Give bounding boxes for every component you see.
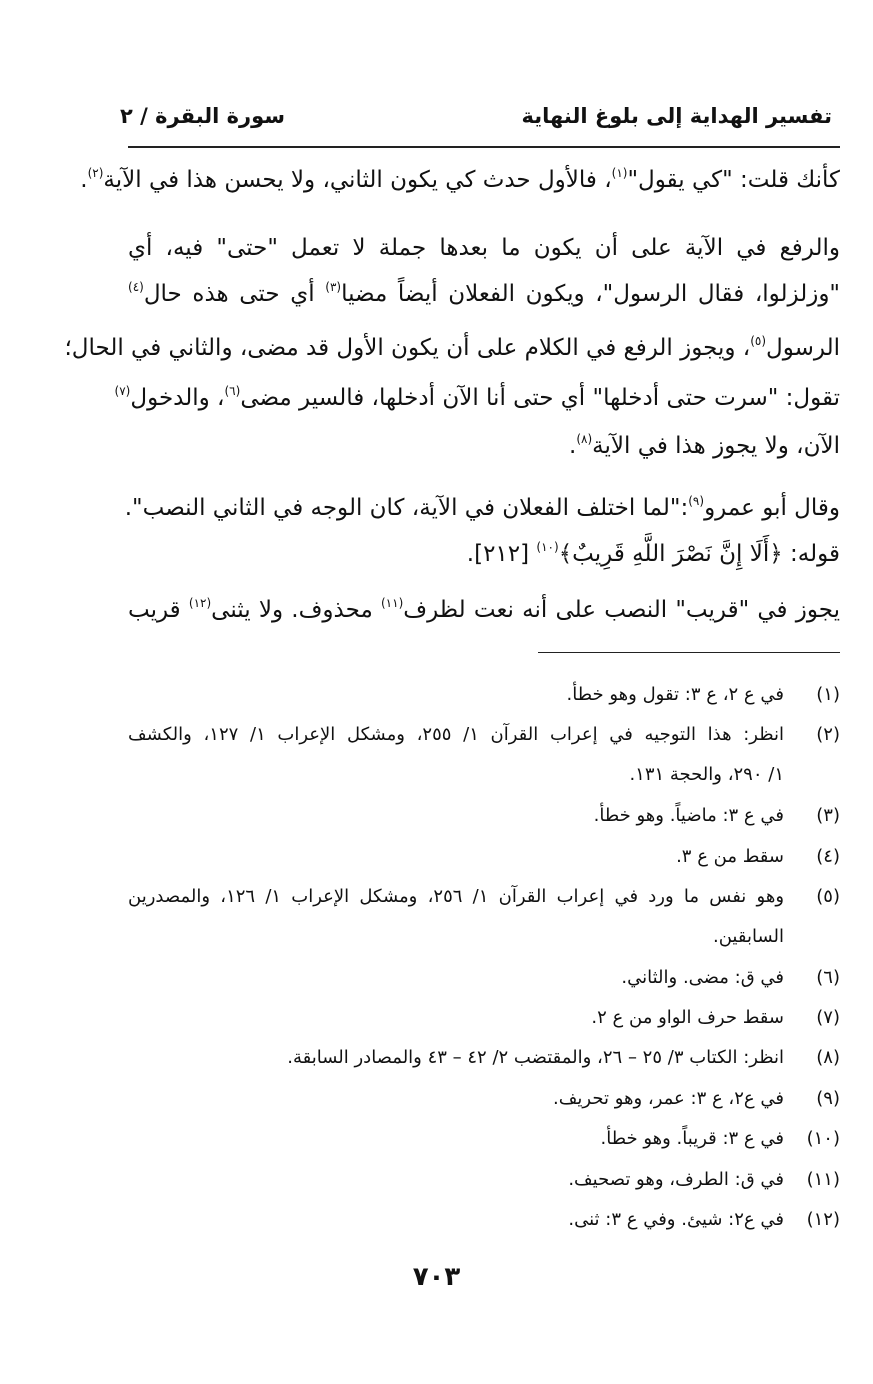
surah-reference: سورة البقرة / ٢ [120, 104, 285, 128]
footnote-ref: (١) [611, 166, 628, 180]
footnote-text: في ق: مضى. والثاني. [621, 967, 784, 988]
text-line-3: "وزلزلوا، فقال الرسول"، ويكون الفعلان أيضاً مضيا$^{(٣)}$ أي حتى هذه حال$^{(٤)}$ [128, 280, 841, 307]
footnote-number: (١١) [806, 1169, 840, 1190]
footnote-number: (١٠) [806, 1128, 840, 1149]
header-divider [128, 146, 840, 148]
footnote-ref: (١٠) [536, 540, 559, 554]
footnote-ref: (٣) [325, 280, 342, 294]
book-title: تفسير الهداية إلى بلوغ النهاية [521, 104, 832, 128]
footnote-text: في ع ٣: قريباً. وهو خطأ. [600, 1128, 784, 1149]
footnote-text: السابقين. [713, 926, 784, 947]
text-line-7: وقال أبو عمرو$^{(٩)}$:"لما اختلف الفعلان في الآية، كان الوجه في الثاني النصب". [124, 494, 840, 521]
quran-verse: قوله: ﴿أَلَا إِنَّ نَصْرَ اللَّهِ قَرِيبٌ﴾ [558, 541, 840, 567]
footnote-text: سقط من ع ٣. [676, 846, 784, 867]
page-number: ٧٠٣ [412, 1262, 461, 1292]
footnote-number: (٣) [816, 805, 840, 826]
footnote-text: في ق: الطرف، وهو تصحيف. [568, 1169, 784, 1190]
footnote-number: (٢) [816, 724, 840, 745]
footnote-number: (٥) [816, 886, 840, 907]
footnote-number: (٦) [816, 967, 840, 988]
footnote-ref: (٤) [128, 280, 144, 294]
text-line-5: تقول: "سرت حتى أدخلها" أي حتى أنا الآن أدخلها، فالسير مضى$^{(٦)}$، والدخول$^{(٧)}$ [114, 384, 840, 411]
text-line-6: الآن، ولا يجوز هذا في الآية$^{(٨)}$. [569, 432, 840, 459]
footnote-text: في ع٢: شيئ. وفي ع ٣: ثنى. [568, 1209, 784, 1230]
text-line-8: قوله: ﴿أَلَا إِنَّ نَصْرَ اللَّهِ قَرِيبٌ﴾$^{(١٠)}$ [٢١٢]. [466, 540, 840, 567]
footnote-divider [538, 652, 840, 653]
footnote-ref: (٥) [750, 334, 767, 348]
footnote-text: انظر: الكتاب ٣/ ٢٥ – ٢٦، والمقتضب ٢/ ٤٢ – ٤٣ والمصادر السابقة. [287, 1047, 784, 1068]
footnote-text: في ع٢، ع ٣: عمر، وهو تحريف. [553, 1088, 784, 1109]
footnote-number: (٨) [816, 1047, 840, 1068]
footnote-number: (١٢) [806, 1209, 840, 1230]
footnote-text: ١/ ٢٩٠، والحجة ١٣١. [629, 764, 784, 785]
text-line-1: كأنك قلت: "كي يقول"$^{(١)}$، فالأول حدث كي يكون الثاني، ولا يحسن هذا في الآية$^{(٢)}$. [80, 166, 840, 193]
footnote-number: (١) [816, 684, 840, 705]
footnote-text: انظر: هذا التوجيه في إعراب القرآن ١/ ٢٥٥، ومشكل الإعراب ١/ ١٢٧، والكشف [128, 724, 785, 745]
text-line-4: الرسول$^{(٥)}$، ويجوز الرفع في الكلام على أن يكون الأول قد مضى، والثاني في الحال؛ [64, 334, 840, 361]
footnote-number: (٤) [816, 846, 840, 867]
footnote-text: سقط حرف الواو من ع ٢. [591, 1007, 784, 1028]
footnote-ref: (٩) [688, 494, 705, 508]
footnote-ref: (١٢) [188, 596, 212, 610]
running-header [120, 100, 832, 136]
footnote-number: (٧) [816, 1007, 840, 1028]
footnote-ref: (٢) [87, 166, 104, 180]
footnote-ref: (١١) [380, 596, 404, 610]
text-line-9: يجوز في "قريب" النصب على أنه نعت لظرف$^{(١١)}$ محذوف. ولا يثنى$^{(١٢)}$ قريب [128, 596, 840, 623]
footnote-text: وهو نفس ما ورد في إعراب القرآن ١/ ٢٥٦، ومشكل الإعراب ١/ ١٢٦، والمصدرين [128, 886, 785, 907]
footnote-ref: (٨) [576, 432, 593, 446]
footnote-text: في ع ٢، ع ٣: تقول وهو خطأ. [566, 684, 784, 705]
footnote-ref: (٦) [224, 384, 241, 398]
footnote-text: في ع ٣: ماضياً. وهو خطأ. [593, 805, 784, 826]
text-line-2: والرفع في الآية على أن يكون ما بعدها جملة لا تعمل "حتى" فيه، أي [128, 235, 840, 261]
footnote-number: (٩) [816, 1088, 840, 1109]
footnote-ref: (٧) [114, 384, 131, 398]
